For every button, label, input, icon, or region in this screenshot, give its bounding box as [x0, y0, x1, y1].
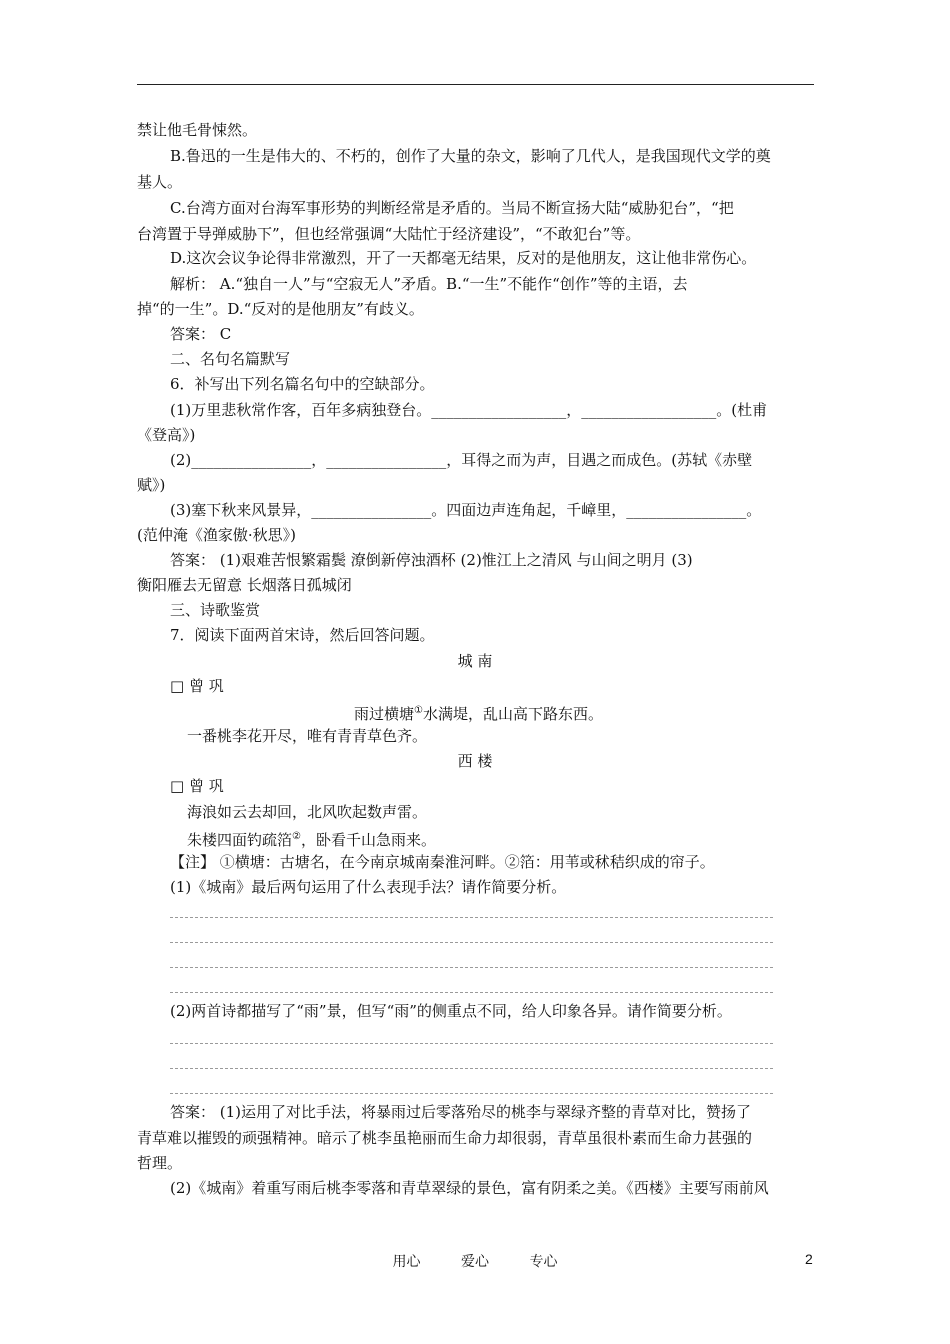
section-heading: 三、诗歌鉴赏 [170, 601, 261, 619]
question-line: (2)两首诗都描写了“雨”景，但写“雨”的侧重点不同，给人印象各异。请作简要分析。 [170, 1002, 732, 1020]
poem-title: 城 南 [457, 652, 493, 670]
question-line: (3)塞下秋来风景异，________________。四面边声连角起，千嶂里，________________。 [170, 501, 762, 519]
question-line: 7．阅读下面两首宋诗，然后回答问题。 [170, 626, 435, 644]
poem-line: 雨过横塘①水满堤，乱山高下路东西。 [354, 705, 603, 723]
poem-author: □ 曾 巩 [170, 777, 224, 795]
answer-line: 哲理。 [137, 1154, 183, 1172]
poem-line: 朱楼四面钓疏箔②，卧看千山急雨来。 [187, 831, 436, 849]
footer-text: 专心 [529, 1254, 558, 1270]
text-line: D.这次会议争论得非常激烈，开了一天都毫无结果，反对的是他朋友，这让他非常伤心。 [170, 249, 757, 267]
footer-text: 爱心 [461, 1254, 489, 1270]
text-line: C.台湾方面对台海军事形势的判断经常是矛盾的。当局不断宣扬大陆“威胁犯台”，“把 [170, 199, 734, 217]
header-rule [137, 84, 814, 85]
question-line: (2)________________，________________，耳得之而为声，目遇之而成色。(苏轼《赤壁 [170, 451, 753, 469]
text-line: B.鲁迅的一生是伟大的、不朽的，创作了大量的杂文，影响了几代人，是我国现代文学的奠 [170, 147, 771, 165]
footer-text: 用心 [392, 1254, 421, 1270]
answer-blank-line [170, 992, 773, 993]
analysis-line: 解析： A.“独自一人”与“空寂无人”矛盾。B.“一生”不能作“创作”等的主语，去 [170, 275, 688, 293]
answer-blank-line [170, 967, 773, 968]
analysis-line: 掉“的一生”。D.“反对的是他朋友”有歧义。 [137, 300, 424, 318]
poem-line: 海浪如云去却回，北风吹起数声雷。 [187, 803, 428, 821]
note-line: 【注】 ①横塘：古塘名，在今南京城南秦淮河畔。②箔：用苇或秫秸织成的帘子。 [170, 853, 715, 871]
poem-title: 西 楼 [457, 752, 493, 770]
text-line: 基人。 [137, 173, 183, 191]
poem-line: 一番桃李花开尽，唯有青青草色齐。 [187, 727, 428, 745]
answer-line: 答案： (1)运用了对比手法，将暴雨过后零落殆尽的桃李与翠绿齐整的青草对比，赞扬了 [170, 1103, 752, 1121]
question-line: (1)《城南》最后两句运用了什么表现手法？请作简要分析。 [170, 878, 567, 896]
footnote-marker: ① [414, 705, 423, 716]
text-line: 台湾置于导弹威胁下”，但也经常强调“大陆忙于经济建设”，“不敢犯台”等。 [137, 225, 641, 243]
answer-line: (2)《城南》着重写雨后桃李零落和青草翠绿的景色，富有阴柔之美。《西楼》主要写雨前风 [170, 1179, 769, 1197]
answer-blank-line [170, 1093, 773, 1094]
answer-blank-line [170, 1043, 773, 1044]
question-line: 《登高》) [137, 426, 196, 444]
answer-line: 答案： C [170, 325, 232, 343]
poem-author: □ 曾 巩 [170, 677, 224, 695]
answer-blank-line [170, 942, 773, 943]
answer-line: 答案： (1)艰难苦恨繁霜鬓 潦倒新停浊酒杯 (2)惟江上之清风 与山间之明月 (3) [170, 551, 693, 569]
question-line: 赋》) [137, 476, 166, 494]
answer-line: 衡阳雁去无留意 长烟落日孤城闭 [137, 576, 352, 594]
section-heading: 二、名句名篇默写 [170, 350, 291, 368]
answer-line: 青草难以摧毁的顽强精神。暗示了桃李虽艳丽而生命力却很弱，青草虽很朴素而生命力甚强的 [137, 1129, 753, 1147]
footnote-marker: ② [292, 831, 301, 842]
question-line: (1)万里悲秋常作客，百年多病独登台。__________________，__________________。(杜甫 [170, 401, 768, 419]
answer-blank-line [170, 917, 773, 918]
question-line: 6．补写出下列名篇名句中的空缺部分。 [170, 375, 435, 393]
text-line: 禁让他毛骨悚然。 [137, 121, 258, 139]
page-number: 2 [805, 1251, 813, 1267]
answer-blank-line [170, 1068, 773, 1069]
question-line: (范仲淹《渔家傲·秋思》) [137, 526, 296, 544]
